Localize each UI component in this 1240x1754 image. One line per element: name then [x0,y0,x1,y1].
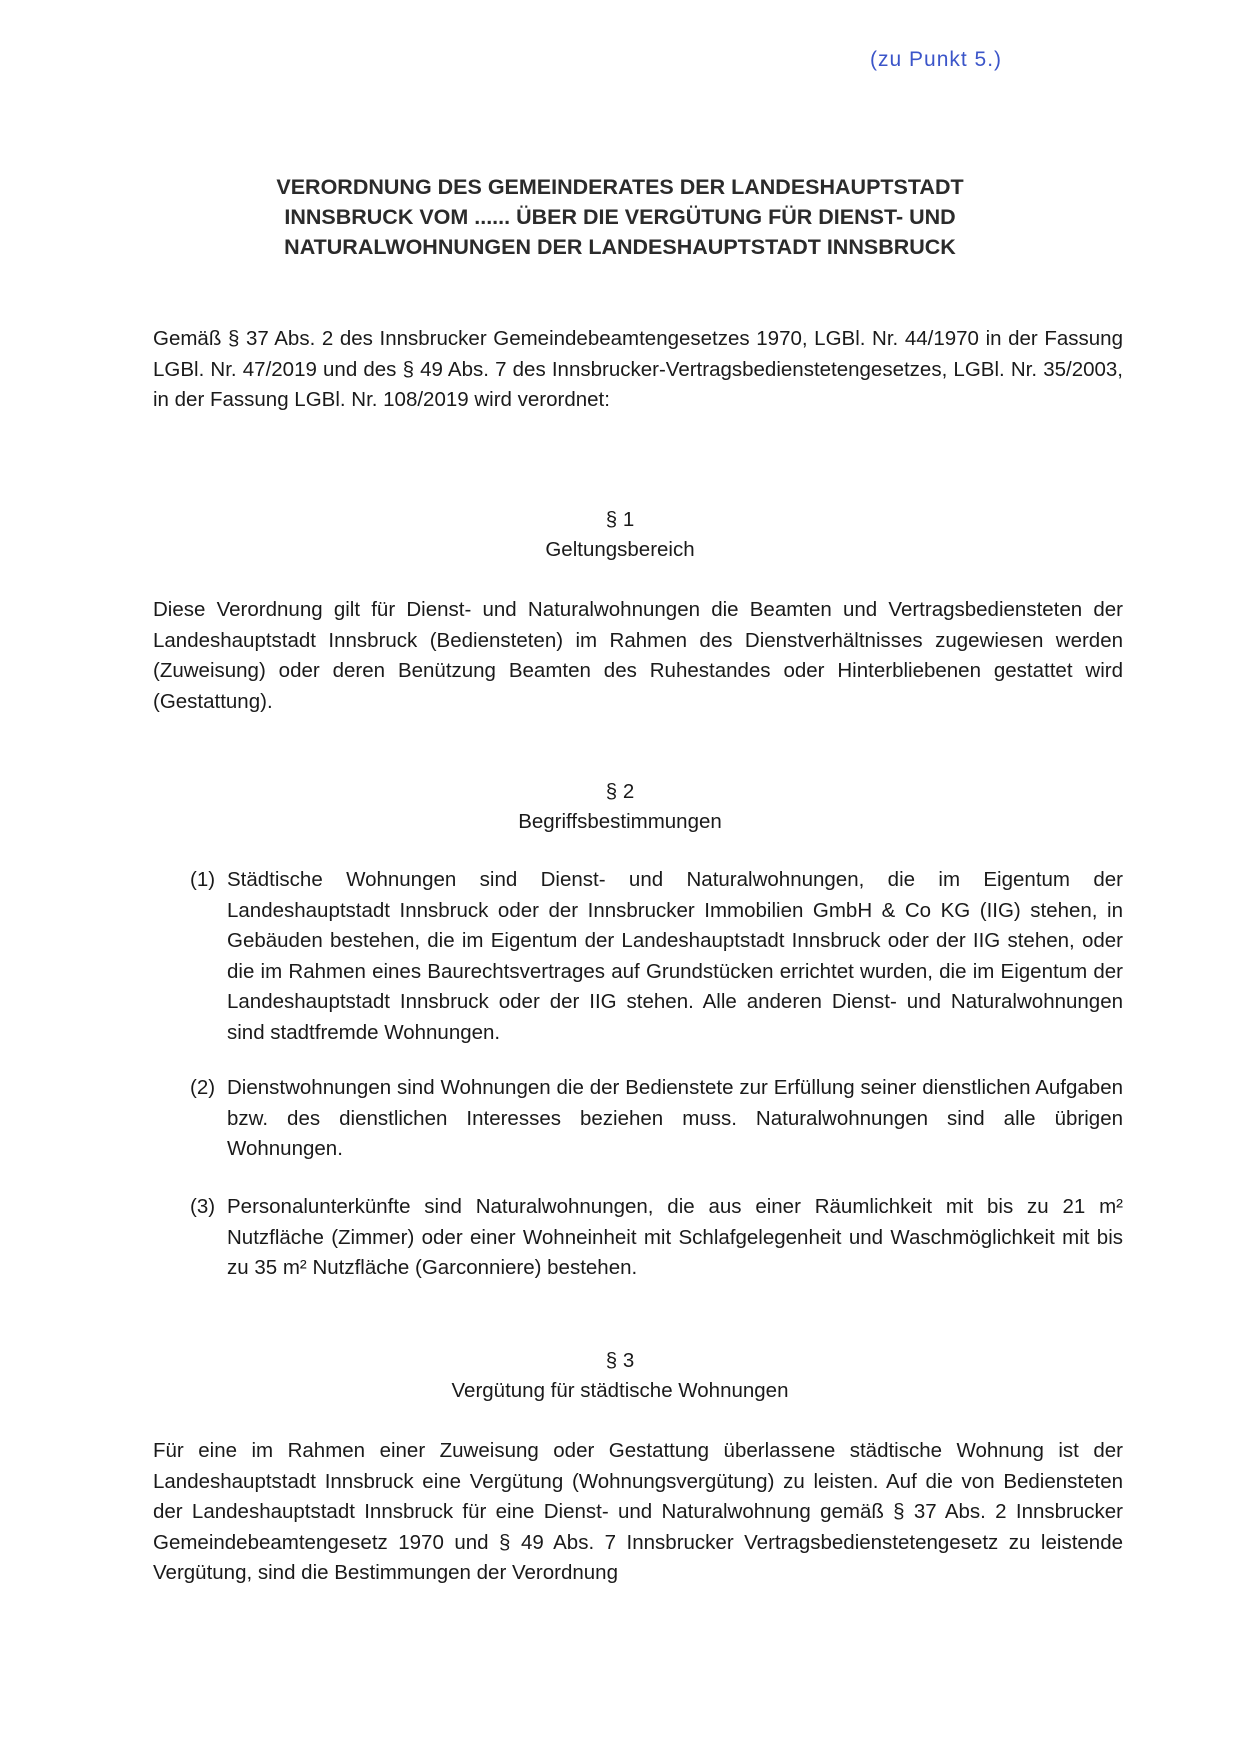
section-title: Vergütung für städtische Wohnungen [451,1379,789,1402]
document-title [150,172,1090,262]
section-1-text: Diese Verordnung gilt für Dienst- und Naturalwohnungen die Beamten und Vertragsbediensteten der Landeshauptstadt Innsbruck (Bediensteten) im Rahmen des Dienstverhältnisses zugewiesen werden (Zuweisung) oder deren Benützung Beamten des Ruhestandes oder Hinterbliebenen gestattet wird (Gestattung). [153,598,1123,713]
list-item [190,865,1123,1048]
section-number: § 1 [605,508,635,531]
section-heading-3 [150,1346,1090,1406]
item-text: Städtische Wohnungen sind Dienst- und Naturalwohnungen, die im Eigentum der Landeshauptstadt Innsbruck oder der Innsbrucker Immobilien GmbH & Co KG (IIG) stehen, in Gebäuden bestehen, die im Eigentum der Landeshauptstadt Innsbruck oder der IIG stehen, oder die im Rahmen eines Baurechtsvertrages auf Grundstücken errichtet wurden, die im Eigentum der Landeshauptstadt Innsbruck oder der IIG stehen. Alle anderen Dienst- und Naturalwohnungen sind stadtfremde Wohnungen. [227,868,1123,1044]
section-heading-1 [150,505,1090,565]
section-3-text: Für eine im Rahmen einer Zuweisung oder Gestattung überlassene städtische Wohnung ist der Landeshauptstadt Innsbruck eine Vergütung (Wohnungsvergütung) zu leisten. Auf die von Bediensteten der Landeshauptstadt Innsbruck für eine Dienst- und Naturalwohnung gemäß § 37 Abs. 2 Innsbrucker Gemeindebeamtengesetz 1970 und § 49 Abs. 7 Innsbrucker Vertragsbedienstetengesetz zu leistende Vergütung, sind die Bestimmungen der Verordnung [153,1439,1123,1584]
item-text: Personalunterkünfte sind Naturalwohnungen, die aus einer Räumlichkeit mit bis zu 21 m² Nutzfläche (Zimmer) oder einer Wohneinheit mit Schlafgelegenheit und Waschmöglichkeit mit bis zu 35 m² Nutzfläche (Garconniere) bestehen. [227,1195,1123,1279]
section-number: § 3 [605,1349,635,1372]
section-title: Geltungsbereich [545,538,695,561]
list-item [190,1192,1123,1284]
title-line: INNSBRUCK VOM ...... ÜBER DIE VERGÜTUNG FÜR DIENST- UND [284,205,956,229]
item-text: Dienstwohnungen sind Wohnungen die der Bedienstete zur Erfüllung seiner dienstlichen Aufgaben bzw. des dienstlichen Interesses beziehen muss. Naturalwohnungen sind alle übrigen Wohnungen. [227,1076,1123,1160]
item-number: (1) [190,868,216,891]
title-line: NATURALWOHNUNGEN DER LANDESHAUPTSTADT INNSBRUCK [284,235,956,259]
list-item [190,1073,1123,1165]
title-line: VERORDNUNG DES GEMEINDERATES DER LANDESHAUPTSTADT [276,175,964,199]
item-number: (2) [190,1076,216,1099]
item-number: (3) [190,1195,216,1218]
intro-paragraph: Gemäß § 37 Abs. 2 des Innsbrucker Gemeindebeamtengesetzes 1970, LGBl. Nr. 44/1970 in der Fassung LGBl. Nr. 47/2019 und des § 49 Abs. 7 des Innsbrucker-Vertragsbedienstetengesetzes, LGBl. Nr. 35/2003, in der Fassung LGBl. Nr. 108/2019 wird verordnet: [153,327,1123,411]
section-heading-2 [150,777,1090,837]
section-number: § 2 [605,780,635,803]
reference-note: (zu Punkt 5.) [870,48,1003,71]
section-title: Begriffsbestimmungen [518,810,722,833]
